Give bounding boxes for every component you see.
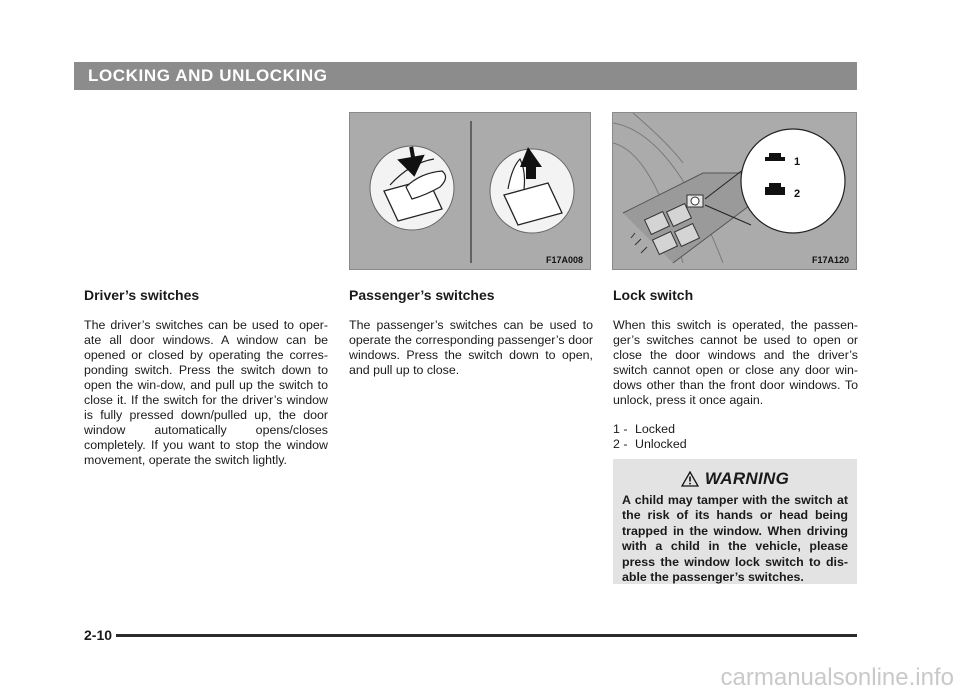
legend-item: [613, 437, 858, 452]
lock-switch-legend: [613, 422, 858, 452]
passengers-switches-section: [349, 286, 593, 378]
page-number: 2-10: [84, 627, 113, 643]
warning-triangle-icon: [681, 471, 699, 487]
legend-number: 2 -: [613, 437, 628, 451]
passengers-switches-heading: Passenger’s switches: [349, 287, 495, 303]
figure-code: F17A008: [545, 255, 583, 265]
warning-title: WARNING: [704, 469, 790, 488]
legend-item: [613, 422, 858, 437]
passenger-switch-illustration: [350, 113, 591, 270]
callout-unlocked-number: 2: [794, 188, 801, 200]
drivers-switches-body: The driver’s switches can be used to oper-ate all door windows. A window can be opened or closed by operating the corres-ponding switch. Press the switch down to open the win-dow, and pull up the switch to close it. If the switch for the driver’s window is fully pressed down/pulled up, the door window automatically opens/closes completely. If you want to stop the window movement, operate the switch lightly.: [84, 318, 328, 467]
lock-switch-section: [613, 286, 858, 452]
lock-switch-body: When this switch is operated, the passen-ger’s switches cannot be used to open or close the door windows and the driver’s switch cannot open or close any door win-dows other than the front door windows. To unlock, press it once again.: [613, 318, 858, 407]
figure-code: F17A120: [811, 255, 849, 265]
legend-label: Unlocked: [635, 437, 687, 451]
lock-switch-illustration: [613, 113, 857, 270]
section-header-bar: [74, 62, 857, 90]
warning-text: A child may tamper with the switch at the risk of its hands or head being trapped in the window. When driving with a child in the vehicle, please press the window lock switch to dis-able the passenger’s switches.: [622, 493, 848, 585]
drivers-switches-section: [84, 286, 328, 468]
warning-box: [613, 459, 857, 584]
passengers-switches-body: The passenger’s switches can be used to operate the corresponding passenger’s door windows. Press the switch down to open, and pull up to close.: [349, 318, 593, 377]
watermark: carmanualsonline.info: [720, 664, 954, 691]
lock-switch-figure: [612, 112, 857, 270]
warning-header: [622, 467, 848, 491]
callout-locked-number: 1: [794, 156, 801, 168]
passenger-switch-figure: [349, 112, 591, 270]
footer-rule: [116, 634, 857, 637]
lock-switch-heading: Lock switch: [613, 287, 694, 303]
drivers-switches-heading: Driver’s switches: [84, 287, 200, 303]
legend-label: Locked: [635, 422, 675, 436]
legend-number: 1 -: [613, 422, 628, 436]
section-title: LOCKING AND UNLOCKING: [88, 66, 328, 85]
